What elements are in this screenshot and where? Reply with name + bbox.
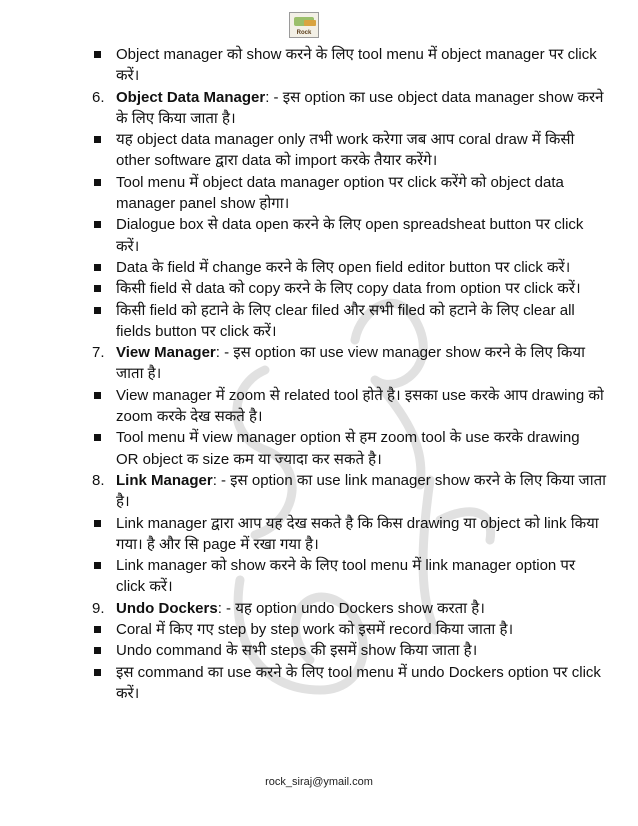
square-bullet-icon xyxy=(94,179,101,186)
numbered-heading-item xyxy=(92,342,606,385)
square-bullet-icon xyxy=(94,669,101,676)
document-body xyxy=(92,44,606,704)
item-text: Tool menu में object data manager option पर click करेंगे को object data manager panel show होगा। xyxy=(116,173,564,213)
item-number: 7. xyxy=(92,344,105,362)
section-heading: Undo Dockers xyxy=(116,599,218,617)
footer-email: rock_siraj@ymail.com xyxy=(265,776,373,788)
section-heading: Object Data Manager xyxy=(116,88,266,106)
item-text: : - इस option का use object data manager show करने के लिए किया जाता है। xyxy=(116,88,604,127)
square-bullet-icon xyxy=(94,520,101,527)
item-text: Coral में किए गए step by step work को इसमें record किया जाता है। xyxy=(116,621,514,639)
item-text: : - इस option का use view manager show करने के लिए किया जाता है। xyxy=(116,344,585,383)
square-bullet-icon xyxy=(94,307,101,314)
bullet-item xyxy=(92,513,606,556)
item-text: Dialogue box से data open करने के लिए open spreadsheat button पर click करें। xyxy=(116,216,584,255)
numbered-heading-item xyxy=(92,87,606,130)
bullet-item xyxy=(92,640,606,661)
item-text: View manager में zoom से related tool होते है। इसका use करके आप drawing को zoom करके देख सकते है। xyxy=(116,386,604,426)
item-text: Link manager द्वारा आप यह देख सकते है कि किस drawing या object को link किया गया। है और सि page में रखा गया है। xyxy=(116,514,599,553)
item-number: 8. xyxy=(92,471,105,489)
item-text: Object manager को show करने के लिए tool menu में object manager पर click करें। xyxy=(116,46,597,85)
bullet-item xyxy=(92,129,606,172)
item-text: Link manager को show करने के लिए tool menu में link manager option पर click करें। xyxy=(116,557,576,596)
section-heading: View Manager xyxy=(116,344,216,362)
item-text: यह object data manager only तभी work करेगा जब आप coral draw में किसी other software द्वारा data को import करके तैयार करेंगे। xyxy=(116,131,575,170)
logo-text: Rock xyxy=(296,30,312,36)
square-bullet-icon xyxy=(94,285,101,292)
bullet-item xyxy=(92,172,606,215)
bullet-item xyxy=(92,427,606,470)
bullet-item xyxy=(92,278,606,299)
item-text: किसी field से data को copy करने के लिए copy data from option पर click करें। xyxy=(116,280,581,298)
square-bullet-icon xyxy=(94,434,101,441)
item-text: Tool menu में view manager option से हम zoom tool के use करके drawing OR object क size कम या ज्यादा कर सकते है। xyxy=(116,429,580,468)
square-bullet-icon xyxy=(94,626,101,633)
item-text: किसी field को हटाने के लिए clear filed और सभी filed को हटाने के लिए clear all fields button पर click करें। xyxy=(116,301,575,340)
bullet-item xyxy=(92,662,606,705)
bullet-item xyxy=(92,257,606,278)
section-heading: Link Manager xyxy=(116,471,213,489)
square-bullet-icon xyxy=(94,136,101,143)
bullet-item xyxy=(92,300,606,343)
bullet-item xyxy=(92,555,606,598)
bullet-item xyxy=(92,44,606,87)
item-text: Undo command के सभी steps की इसमें show किया जाता है। xyxy=(116,642,478,660)
item-text: Data के field में change करने के लिए open field editor button पर click करें। xyxy=(116,258,571,276)
square-bullet-icon xyxy=(94,562,101,569)
square-bullet-icon xyxy=(94,392,101,399)
bullet-item xyxy=(92,385,606,428)
square-bullet-icon xyxy=(94,221,101,228)
logo-orange-shape xyxy=(304,20,316,26)
square-bullet-icon xyxy=(94,264,101,271)
numbered-heading-item xyxy=(92,470,606,513)
item-text: : - इस option का use link manager show करने के लिए किया जाता है। xyxy=(116,471,607,511)
rock-logo xyxy=(289,12,319,38)
square-bullet-icon xyxy=(94,51,101,58)
item-text: : - यह option undo Dockers show करता है। xyxy=(217,599,485,617)
item-number: 9. xyxy=(92,599,105,617)
numbered-heading-item xyxy=(92,598,606,619)
square-bullet-icon xyxy=(94,647,101,654)
bullet-item xyxy=(92,619,606,640)
item-number: 6. xyxy=(92,88,105,106)
item-text: इस command का use करने के लिए tool menu में undo Dockers option पर click करें। xyxy=(116,663,601,702)
bullet-item xyxy=(92,214,606,257)
